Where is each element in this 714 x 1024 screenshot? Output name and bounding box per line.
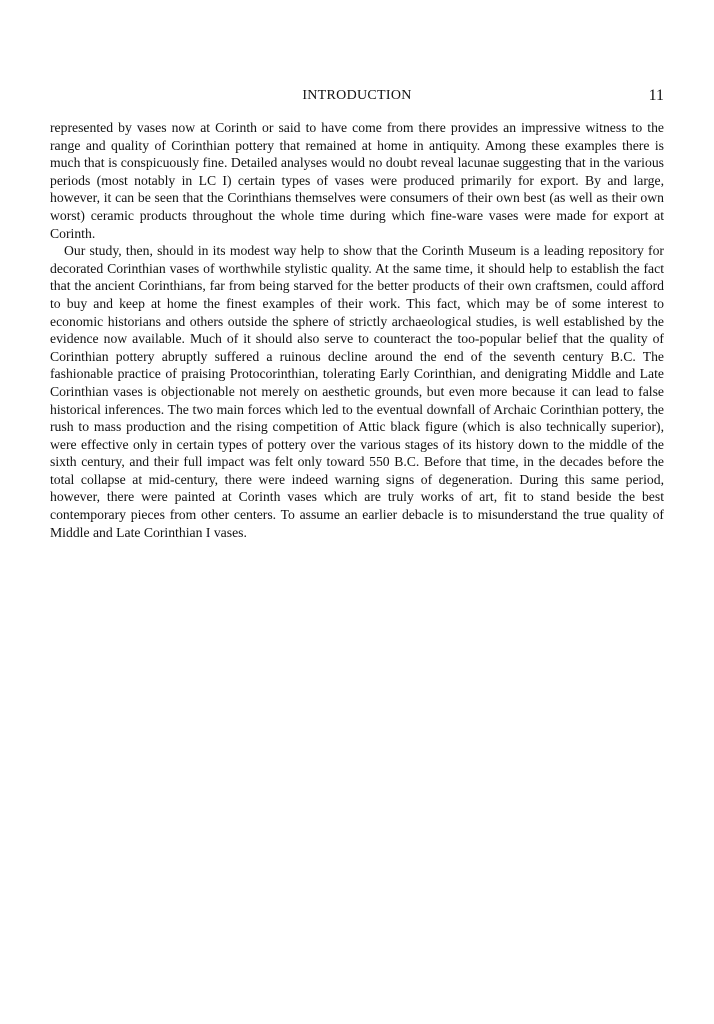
body-text — [50, 119, 664, 541]
paragraph-continued: represented by vases now at Corinth or said to have come from there provides an impressive witness to the range and quality of Corinthian pottery that remained at home in antiquity. Among these examples there is much that is conspicuously fine. Detailed analyses would no doubt reveal lacunae suggesting that in the various periods (most notably in LC I) certain types of vases were produced primarily for export. By and large, however, it can be seen that the Corinthians themselves were consumers of their own best (as well as their own worst) ceramic products throughout the whole time during which fine-ware vases were made for export at Corinth. — [50, 120, 664, 241]
running-title: INTRODUCTION — [302, 88, 412, 103]
running-head — [50, 86, 664, 106]
page-number: 11 — [648, 87, 664, 104]
paragraph: Our study, then, should in its modest way help to show that the Corinth Museum is a leading repository for decorated Corinthian vases of worthwhile stylistic quality. At the same time, it should help to establish the fact that the ancient Corinthians, far from being starved for the better products of their own craftsmen, could afford to buy and keep at home the finest examples of their work. This fact, which may be of some interest to economic historians and others outside the sphere of strictly archaeological studies, is well established by the evidence now available. Much of it should also serve to counteract the too-popular belief that the quality of Corinthian pottery abruptly suffered a ruinous decline around the end of the seventh century B.C. The fashionable practice of praising Protocorinthian, tolerating Early Corinthian, and denigrating Middle and Late Corinthian vases is objectionable not merely on aesthetic grounds, but even more because it can lead to false historical inferences. The two main forces which led to the eventual downfall of Archaic Corinthian pottery, the rush to mass production and the rising competition of Attic black figure (which is also technically superior), were effective only in certain types of pottery over the various stages of its history down to the middle of the sixth century, and their full impact was felt only toward 550 B.C. Before that time, in the decades before the total collapse at mid-century, there were indeed warning signs of degeneration. During this same period, however, there were painted at Corinth vases which are truly works of art, fit to stand beside the best contemporary pieces from other centers. To assume an earlier debacle is to misunderstand the true quality of Middle and Late Corinthian I vases. — [50, 243, 664, 540]
